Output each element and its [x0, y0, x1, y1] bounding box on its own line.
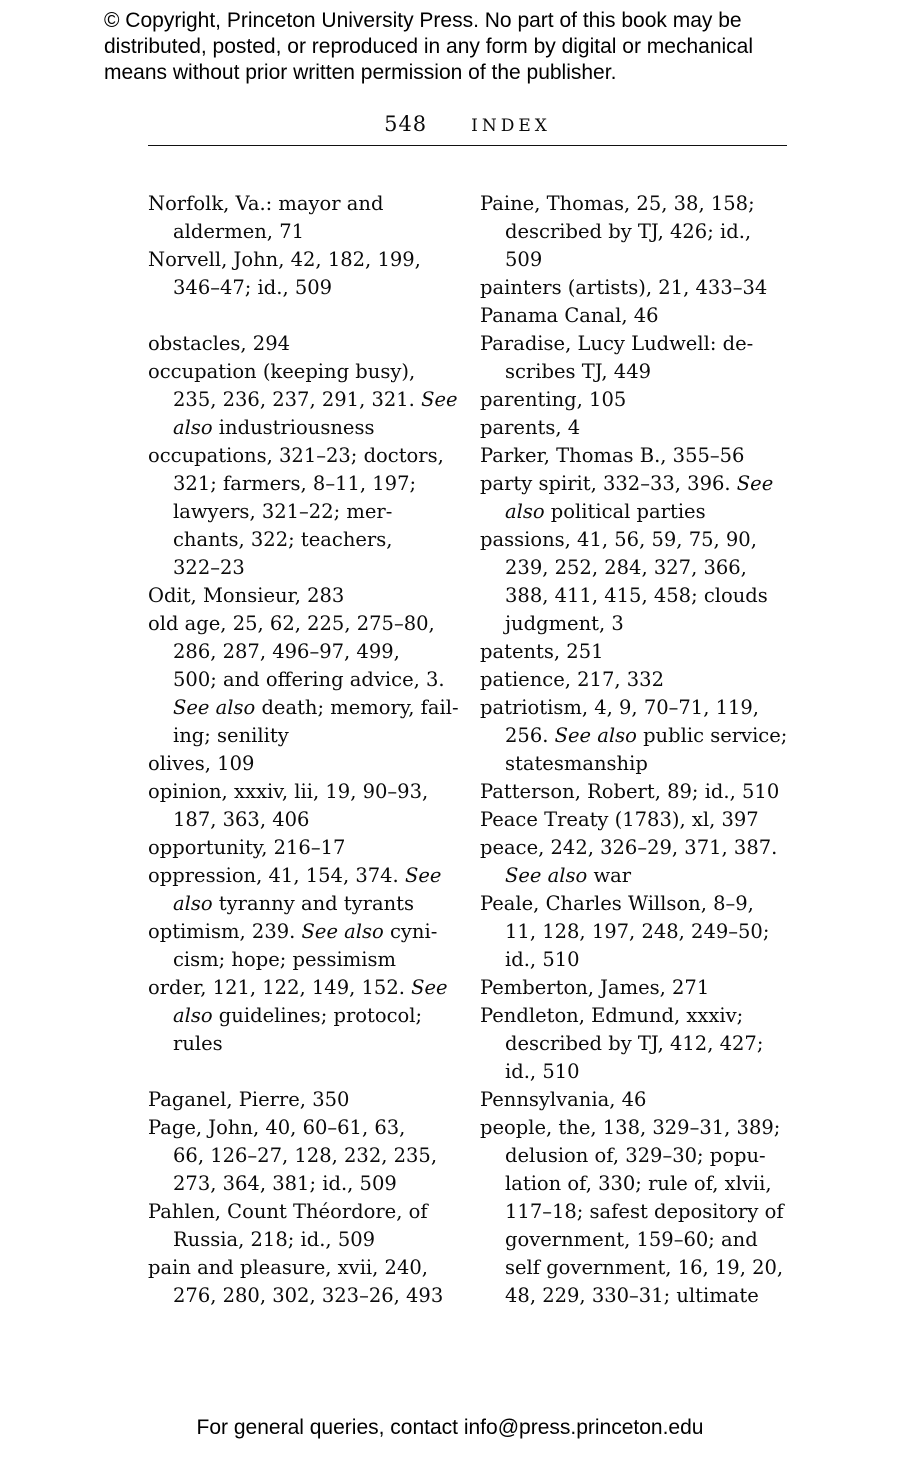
index-line: also industriousness [173, 416, 375, 439]
index-line: occupation (keeping busy), [148, 360, 416, 383]
index-column-left [148, 190, 480, 1310]
index-line: government, 159–60; and [505, 1228, 758, 1251]
index-line: See also death; memory, fail- [173, 696, 459, 719]
index-line: rules [173, 1032, 223, 1055]
index-line: opinion, xxxiv, lii, 19, 90–93, [148, 780, 429, 803]
index-line: Paganel, Pierre, 350 [148, 1088, 350, 1111]
index-line: 273, 364, 381; id., 509 [173, 1172, 397, 1195]
index-line: 66, 126–27, 128, 232, 235, [173, 1144, 438, 1167]
index-line: scribes TJ, 449 [505, 360, 652, 383]
index-column-right [480, 190, 820, 1310]
index-line: 239, 252, 284, 327, 366, [505, 556, 747, 579]
index-line: occupations, 321–23; doctors, [148, 444, 444, 467]
index-line: 346–47; id., 509 [173, 276, 333, 299]
index-line: ing; senility [173, 724, 289, 747]
index-line: Paradise, Lucy Ludwell: de- [480, 332, 754, 355]
footer-contact: For general queries, contact info@press.princeton.edu [196, 1416, 704, 1439]
index-line: optimism, 239. See also cyni- [148, 920, 438, 943]
index-line: 276, 280, 302, 323–26, 493 [173, 1284, 444, 1307]
copyright-notice [104, 8, 753, 86]
index-line: chants, 322; teachers, [173, 528, 393, 551]
page-number: 548 [384, 112, 428, 136]
index-gap [148, 1058, 480, 1086]
index-line: Norfolk, Va.: mayor and [148, 192, 384, 215]
index-line: 286, 287, 496–97, 499, [173, 640, 400, 663]
index-line: pain and pleasure, xvii, 240, [148, 1256, 428, 1279]
index-line: Russia, 218; id., 509 [173, 1228, 376, 1251]
index-line: aldermen, 71 [173, 220, 305, 243]
index-line: cism; hope; pessimism [173, 948, 397, 971]
index-line: Parker, Thomas B., 355–56 [480, 444, 745, 467]
index-line: Page, John, 40, 60–61, 63, [148, 1116, 406, 1139]
index-line: id., 510 [505, 948, 580, 971]
index-line: described by TJ, 412, 427; [505, 1032, 764, 1055]
index-line: 11, 128, 197, 248, 249–50; [505, 920, 770, 943]
index-line: peace, 242, 326–29, 371, 387. [480, 836, 778, 859]
index-line: lation of, 330; rule of, xlvii, [505, 1172, 772, 1195]
index-line: Panama Canal, 46 [480, 304, 659, 327]
header-rule [148, 145, 787, 146]
index-line: Peale, Charles Willson, 8–9, [480, 892, 754, 915]
index-line: patriotism, 4, 9, 70–71, 119, [480, 696, 760, 719]
index-line: 322–23 [173, 556, 245, 579]
index-line: obstacles, 294 [148, 332, 291, 355]
index-line: oppression, 41, 154, 374. See [148, 864, 442, 887]
copyright-line: © Copyright, Princeton University Press. No part of this book may be [104, 9, 742, 32]
index-line: Pennsylvania, 46 [480, 1088, 647, 1111]
index-gap [148, 302, 480, 330]
index-line: 117–18; safest depository of [505, 1200, 784, 1223]
copyright-line: distributed, posted, or reproduced in any form by digital or mechanical [104, 35, 754, 58]
index-line: 235, 236, 237, 291, 321. See [173, 388, 458, 411]
index-line: painters (artists), 21, 433–34 [480, 276, 768, 299]
index-line: opportunity, 216–17 [148, 836, 346, 859]
index-line: Pemberton, James, 271 [480, 976, 710, 999]
index-line: 187, 363, 406 [173, 808, 310, 831]
index-line: also guidelines; protocol; [173, 1004, 423, 1027]
index-line: lawyers, 321–22; mer- [173, 500, 393, 523]
index-line: delusion of, 329–30; popu- [505, 1144, 766, 1167]
section-title: INDEX [471, 116, 551, 136]
index-line: 500; and offering advice, 3. [173, 668, 445, 691]
page-header [148, 112, 787, 136]
index-line: judgment, 3 [505, 612, 624, 635]
index-line: self government, 16, 19, 20, [505, 1256, 784, 1279]
index-line: 256. See also public service; [505, 724, 788, 747]
index-line: party spirit, 332–33, 396. See [480, 472, 774, 495]
index-line: Pahlen, Count Théordore, of [148, 1200, 428, 1223]
index-line: 388, 411, 415, 458; clouds [505, 584, 768, 607]
index-line: See also war [505, 864, 632, 887]
index-line: Pendleton, Edmund, xxxiv; [480, 1004, 744, 1027]
index-line: statesmanship [505, 752, 648, 775]
index-line: also political parties [505, 500, 706, 523]
index-line: Paine, Thomas, 25, 38, 158; [480, 192, 755, 215]
index-line: Norvell, John, 42, 182, 199, [148, 248, 421, 271]
index-line: 509 [505, 248, 543, 271]
index-line: Patterson, Robert, 89; id., 510 [480, 780, 780, 803]
index-line: described by TJ, 426; id., [505, 220, 752, 243]
index-line: people, the, 138, 329–31, 389; [480, 1116, 781, 1139]
copyright-line: means without prior written permission of the publisher. [104, 61, 617, 84]
index-line: passions, 41, 56, 59, 75, 90, [480, 528, 757, 551]
index-line: 321; farmers, 8–11, 197; [173, 472, 417, 495]
index-line: 48, 229, 330–31; ultimate [505, 1284, 759, 1307]
index-line: olives, 109 [148, 752, 255, 775]
index-line: parents, 4 [480, 416, 581, 439]
index-line: parenting, 105 [480, 388, 627, 411]
index-line: order, 121, 122, 149, 152. See [148, 976, 448, 999]
index-line: also tyranny and tyrants [173, 892, 415, 915]
index-line: patents, 251 [480, 640, 604, 663]
index-line: id., 510 [505, 1060, 580, 1083]
index-line: Odit, Monsieur, 283 [148, 584, 345, 607]
index-line: Peace Treaty (1783), xl, 397 [480, 808, 759, 831]
index-line: old age, 25, 62, 225, 275–80, [148, 612, 435, 635]
index-line: patience, 217, 332 [480, 668, 664, 691]
